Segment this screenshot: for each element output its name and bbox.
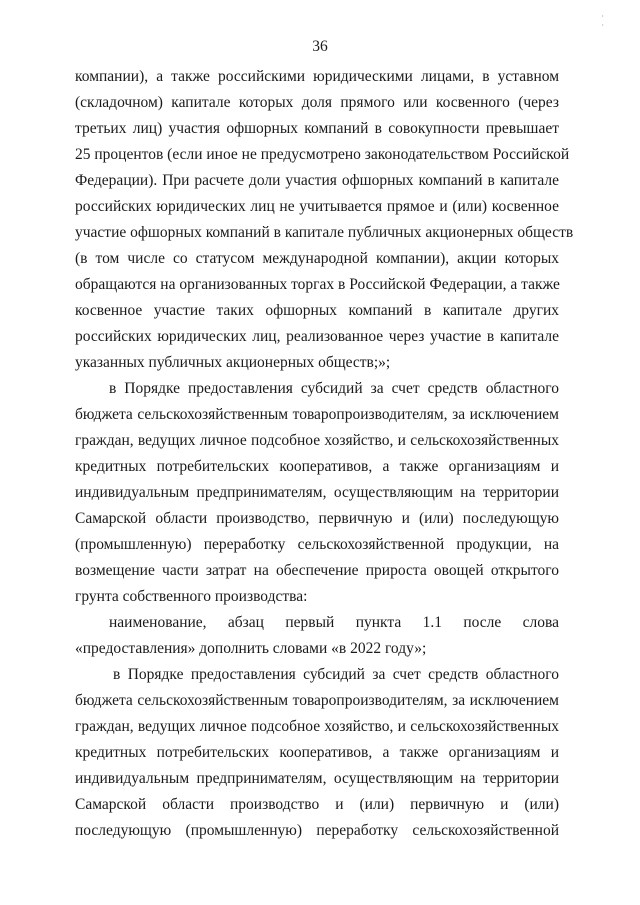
text-line: участие офшорных компаний в капитале публичных акционерных обществ (75, 224, 574, 241)
text-line: третьих лиц) участия офшорных компаний в совокупности превышает (75, 120, 559, 137)
text-line: грунта собственного производства: (75, 588, 308, 605)
text-line: бюджета сельскохозяйственным товаропроизводителям, за исключением (75, 692, 559, 709)
text-line: возмещение части затрат на обеспечение прироста овощей открытого (75, 562, 559, 579)
page-number: 36 (312, 38, 328, 55)
text-line: кредитных потребительских кооперативов, а также организациям и (75, 458, 559, 475)
text-line: Самарской области производство и (или) первичную и (или) (75, 796, 559, 813)
text-line: индивидуальным предпринимателям, осуществляющим на территории (75, 770, 559, 787)
text-line: Самарской области производство, первичную и (или) последующую (75, 510, 559, 527)
text-line: Федерации). При расчете доли участия офшорных компаний в капитале (75, 172, 559, 189)
text-line: (в том числе со статусом международной компании), акции которых (75, 250, 559, 267)
text-line: обращаются на организованных торгах в Российской Федерации, а также (75, 276, 560, 293)
text-line: наименование, абзац первый пункта 1.1 после слова (109, 614, 559, 631)
text-line: косвенное участие таких офшорных компаний в капитале других (75, 302, 559, 319)
text-line: в Порядке предоставления субсидий за счет средств областного (109, 380, 559, 397)
text-line: в Порядке предоставления субсидий за счет средств областного (113, 666, 559, 683)
text-line: указанных публичных акционерных обществ;»; (75, 354, 391, 371)
text-line: 25 процентов (если иное не предусмотрено законодательством Российской (75, 146, 570, 163)
text-line: граждан, ведущих личное подсобное хозяйство, и сельскохозяйственных (75, 718, 559, 735)
text-line: компании), а также российскими юридическими лицами, в уставном (75, 68, 559, 85)
text-line: индивидуальным предпринимателям, осуществляющим на территории (75, 484, 559, 501)
text-line: граждан, ведущих личное подсобное хозяйство, и сельскохозяйственных (75, 432, 559, 449)
text-line: «предоставления» дополнить словами «в 2022 году»; (75, 640, 427, 657)
text-line: последующую (промышленную) переработку сельскохозяйственной (75, 822, 559, 839)
scan-mark-icon: · · (601, 12, 604, 30)
text-line: (промышленную) переработку сельскохозяйственной продукции, на (75, 536, 559, 553)
text-line: кредитных потребительских кооперативов, а также организациям и (75, 744, 559, 761)
text-line: бюджета сельскохозяйственным товаропроизводителям, за исключением (75, 406, 559, 423)
text-line: российских юридических лиц, реализованное через участие в капитале (75, 328, 559, 345)
text-line: (складочном) капитале которых доля прямого или косвенного (через (75, 94, 559, 111)
text-line: российских юридических лиц не учитывается прямое и (или) косвенное (75, 198, 559, 215)
